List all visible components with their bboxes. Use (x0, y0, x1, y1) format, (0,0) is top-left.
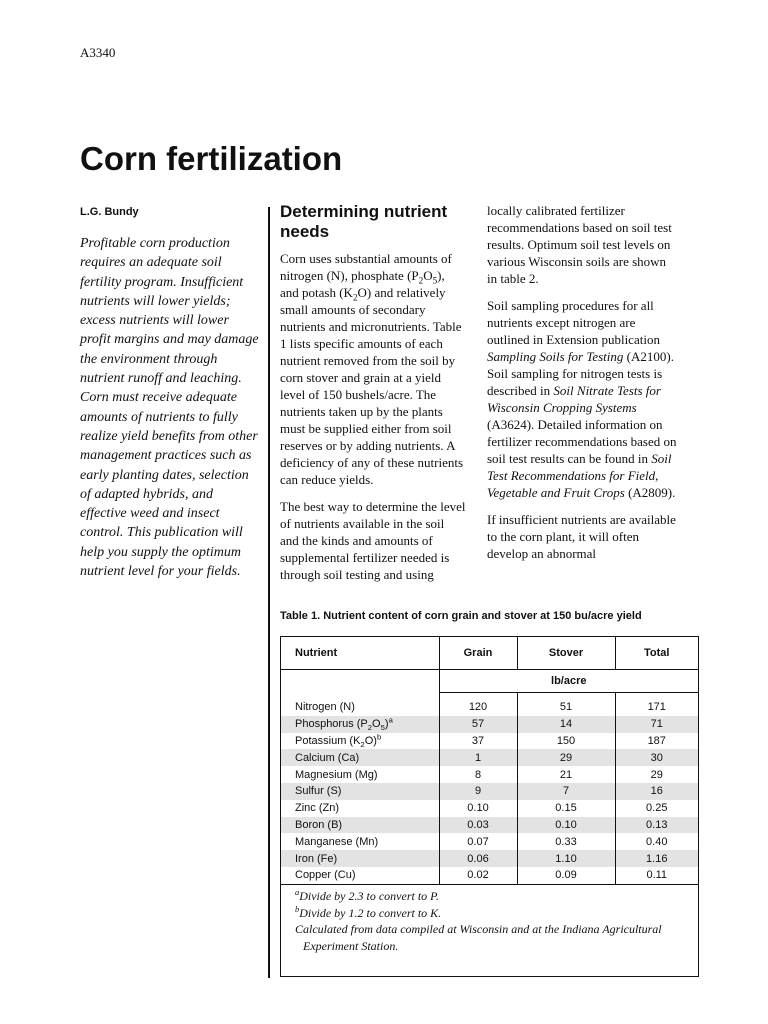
section-heading: Determining nutrient needs (280, 202, 448, 241)
table-row (281, 800, 698, 817)
nutrient-name: Potassium $(K_2O)^b$ (295, 732, 382, 750)
footnote-source: Calculated from data compiled at Wisconsin and at the Indiana Agricultural (295, 922, 662, 936)
table-row (281, 817, 698, 834)
column-header-stover: Stover (517, 637, 615, 670)
body-paragraph-2: The best way to determine the level of nutrients available in the soil and the kinds and amounts of supplemental fertilizer needed is through soil testing and using (280, 499, 466, 582)
body-paragraph-3: locally calibrated fertilizer recommendations based on soil test results. Optimum soil test levels on various Wisconsin soils are shown in table 2. (487, 203, 672, 286)
grain-value: 120 (439, 699, 517, 716)
stover-value: 0.15 (517, 800, 615, 817)
stover-value: 21 (517, 766, 615, 783)
table-row (281, 783, 698, 800)
body-paragraph-4: Soil sampling procedures for all nutrients except nitrogen are outlined in Extension publication Sampling Soils for Testing (A2100). Soil sampling for nitrogen tests is described in Soil Nitrate Tests for Wisconsin Cropping Systems (A3624). Detailed information on fertilizer recommendations based on soil test results can be found in Soil Test Recommendations for Field, Vegetable and Fruit Crops (A2809). (487, 298, 677, 500)
total-value: 71 (615, 716, 698, 733)
column-header-grain: Grain (439, 637, 517, 670)
table-footnotes (295, 888, 695, 954)
total-value: 187 (615, 733, 698, 750)
article-column-middle (280, 202, 466, 593)
nutrient-name: Nitrogen (N) (295, 701, 355, 714)
nutrient-name: Manganese (Mn) (295, 835, 379, 848)
body-paragraph-1: Corn uses substantial amounts of nitrogen (N), phosphate $(P_2O_5)$, and potash $(K_2O)$ and relatively small amounts of secondary nutrients and micronutrients. Table 1 lists specific amounts of each nutrient removed from the soil by corn stover and grain at a yield level of 150 bushels/acre. The nutrients taken up by the plants must be supplied either from soil reserves or by adding nutrients. A deficiency of any of these nutrients can reduce yields. (280, 251, 464, 487)
nutrient-name: Magnesium (Mg) (295, 768, 378, 781)
table-row (281, 833, 698, 850)
grain-value: 0.10 (439, 800, 517, 817)
document-code: A3340 (80, 45, 116, 60)
column-header-total: Total (615, 637, 698, 670)
grain-value: 1 (439, 749, 517, 766)
nutrient-name: Calcium (Ca) (281, 749, 439, 766)
publication-title: Sampling Soils for Testing (487, 349, 624, 364)
stover-value: 0.33 (517, 833, 615, 850)
grain-value: 37 (439, 733, 517, 750)
nutrient-name: Iron (Fe) (281, 850, 439, 867)
table-row (281, 749, 698, 766)
grain-value: 0.02 (439, 867, 517, 884)
total-value: 171 (615, 699, 698, 716)
grain-value: 57 (439, 716, 517, 733)
grain-value: 0.03 (439, 817, 517, 834)
unit-row (281, 670, 698, 693)
author-name: L.G. Bundy (80, 206, 139, 218)
stover-value: 14 (517, 716, 615, 733)
unit-label: lb/acre (439, 670, 698, 693)
total-value: 16 (615, 783, 698, 800)
stover-value: 1.10 (517, 850, 615, 867)
table-row (281, 716, 698, 733)
footnote-source-continued: Experiment Station. (303, 938, 399, 953)
table-row (281, 699, 698, 716)
body-paragraph-5: If insufficient nutrients are available to the corn plant, it will often develop an abnormal (487, 512, 676, 561)
nutrient-table (281, 637, 698, 885)
stover-value: 0.09 (517, 867, 615, 884)
total-value: 1.16 (615, 850, 698, 867)
total-value: 0.13 (615, 817, 698, 834)
page-title: Corn fertilization (80, 140, 343, 177)
table-caption: Table 1. Nutrient content of corn grain and stover at 150 bu/acre yield (280, 610, 642, 622)
table-row (281, 733, 698, 750)
column-divider (268, 207, 270, 978)
column-header-nutrient: Nutrient (281, 637, 439, 670)
nutrient-table-box (280, 636, 699, 977)
total-value: 0.25 (615, 800, 698, 817)
total-value: 29 (615, 766, 698, 783)
table-row (281, 867, 698, 884)
footnote-b: $^b$Divide by 1.2 to convert to K. (295, 904, 442, 920)
publication-title: Soil Test Recommendations for Field, Vegetable and Fruit Crops (487, 451, 672, 500)
grain-value: 8 (439, 766, 517, 783)
nutrient-name: Copper (Cu) (281, 867, 439, 884)
total-value: 0.11 (615, 867, 698, 884)
total-value: 30 (615, 749, 698, 766)
table-row (281, 766, 698, 783)
nutrient-name: Boron (B) (281, 817, 439, 834)
article-column-right (487, 202, 677, 572)
publication-title: Soil Nitrate Tests for Wisconsin Cropping Systems (487, 383, 661, 415)
stover-value: 150 (517, 733, 615, 750)
nutrient-name: Zinc (Zn) (295, 802, 339, 815)
stover-value: 0.10 (517, 817, 615, 834)
stover-value: 51 (517, 699, 615, 716)
grain-value: 9 (439, 783, 517, 800)
grain-value: 0.06 (439, 850, 517, 867)
stover-value: 7 (517, 783, 615, 800)
intro-paragraph: Profitable corn production requires an adequate soil fertility program. Insufficient nutrients will lower yields; excess nutrients will lower profit margins and may damage the environment through nutrient runoff and leaching. Corn must receive adequate amounts of nutrients to fully realize yield benefits from other management practices such as early planting dates, selection of adapted hybrids, and effective weed and insect control. This publication will help you supply the optimum nutrient level for your fields. (80, 236, 259, 580)
nutrient-name: Sulfur (S) (281, 783, 439, 800)
total-value: 0.40 (615, 833, 698, 850)
grain-value: 0.07 (439, 833, 517, 850)
stover-value: 29 (517, 749, 615, 766)
footnote-a: $^a$Divide by 2.3 to convert to P. (295, 888, 439, 903)
table-row (281, 850, 698, 867)
nutrient-name: Phosphorus $(P_2O_5)^a$ (281, 716, 439, 733)
